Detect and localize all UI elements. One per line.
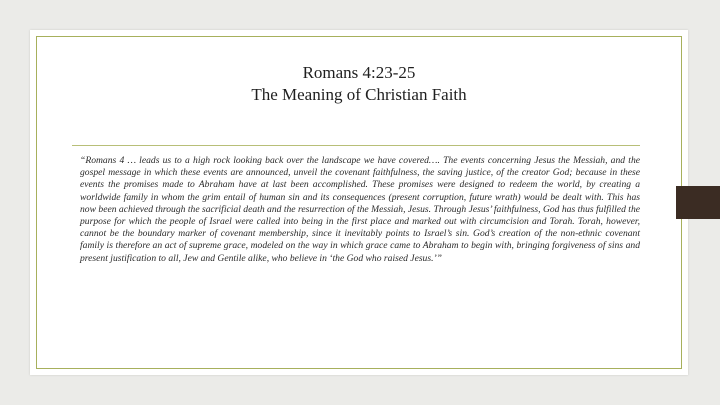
title-reference: Romans 4:23-25 [302, 63, 416, 82]
quote-body: “Romans 4 … leads us to a high rock looking back over the landscape we have covered…. The events concerning Jesus the Messiah, and the gospel message in which these events are announced, unveil the covenant faithfulness, the saving justice, of the creator God; because in these events the promises made to Abraham have at last been accomplished. These promises were designed to redeem the world, by creating a worldwide family in whom the grim entail of human sin and its consequences (present corruption, future wrath) would be dealt with. This has now been achieved through the sacrificial death and the resurrection of the Messiah, Jesus. Through Jesus’ faithfulness, God has thus fulfilled the purpose for which the people of Israel were called into being in the first place and marked out with circumcision and Torah. Torah, however, cannot be the boundary marker of covenant membership, since it inevitably points to Israel’s sin. God’s creation of the non-ethnic covenant family is therefore an act of supreme grace, modeled on the way in which grace came to Abraham to begin with, bringing forgiveness of sins and present justification to all, Jew and Gentile alike, who believe in ‘the God who raised Jesus.’” [80, 155, 640, 264]
title-divider [72, 145, 640, 146]
slide-title [50, 62, 668, 106]
title-subtitle: The Meaning of Christian Faith [251, 85, 467, 104]
right-decorative-tab [676, 186, 720, 219]
